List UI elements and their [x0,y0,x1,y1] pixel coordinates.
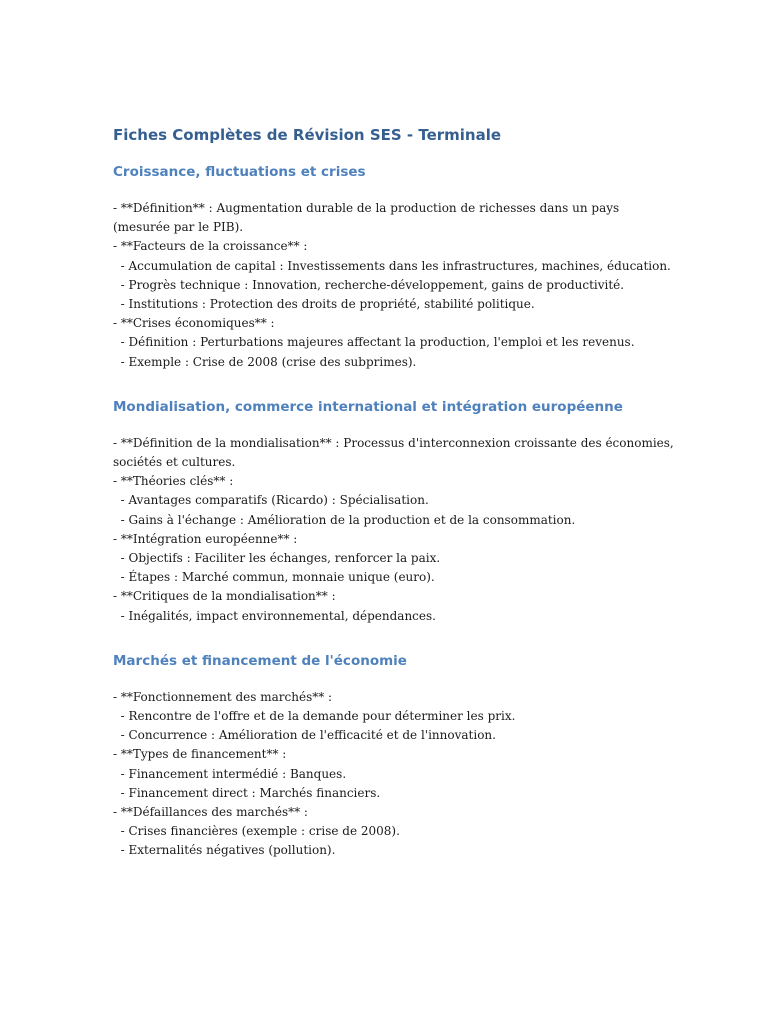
text-line: - Progrès technique : Innovation, recherche-développement, gains de productivité. [113,277,625,292]
text-line: - Objectifs : Faciliter les échanges, renforcer la paix. [113,551,441,566]
text-line: - Rencontre de l'offre et de la demande pour déterminer les prix. [113,709,516,724]
section-heading-croissance: Croissance, fluctuations et crises [113,164,366,180]
section-heading-marches: Marchés et financement de l'économie [113,652,407,669]
section-body-mondialisation [113,434,673,626]
text-line: - **Fonctionnement des marchés** : [113,689,333,704]
section-body-marches [113,688,673,861]
text-line: - Accumulation de capital : Investissements dans les infrastructures, machines, éducation. [113,258,671,273]
text-line: - Externalités négatives (pollution). [113,843,336,858]
text-line: - Concurrence : Amélioration de l'efficacité et de l'innovation. [113,728,496,743]
text-line: - Crises financières (exemple : crise de 2008). [113,824,400,839]
text-line: - **Crises économiques** : [113,316,275,331]
text-line: - Inégalités, impact environnemental, dépendances. [113,608,436,623]
text-line: - **Facteurs de la croissance** : [113,239,308,254]
text-line: sociétés et cultures. [113,455,236,470]
text-line: - **Théories clés** : [113,474,234,489]
text-line: - **Défaillances des marchés** : [113,805,308,820]
section-heading-mondialisation: Mondialisation, commerce international et intégration européenne [113,398,623,415]
document-page [113,124,673,861]
text-line: - Gains à l'échange : Amélioration de la production et de la consommation. [113,512,576,527]
section-body-croissance [113,199,673,372]
text-line: - Financement direct : Marchés financiers. [113,785,381,800]
document-title: Fiches Complètes de Révision SES - Terminale [113,126,502,144]
text-line: - Exemple : Crise de 2008 (crise des subprimes). [113,354,417,369]
text-line: - **Définition** : Augmentation durable de la production de richesses dans un pays [113,201,620,215]
text-line: - **Types de financement** : [113,747,287,762]
text-line: - Financement intermédié : Banques. [113,766,347,781]
text-line: - Avantages comparatifs (Ricardo) : Spécialisation. [113,493,429,508]
text-line: - **Définition de la mondialisation** : Processus d'interconnexion croissante des économies, [113,435,674,450]
text-line: - Définition : Perturbations majeures affectant la production, l'emploi et les revenus. [113,335,635,350]
text-line: - **Critiques de la mondialisation** : [113,589,336,604]
text-line: - Institutions : Protection des droits de propriété, stabilité politique. [113,297,535,312]
text-line: - **Intégration européenne** : [113,531,298,546]
text-line: - Étapes : Marché commun, monnaie unique (euro). [113,570,435,585]
text-line: (mesurée par le PIB). [113,220,244,235]
